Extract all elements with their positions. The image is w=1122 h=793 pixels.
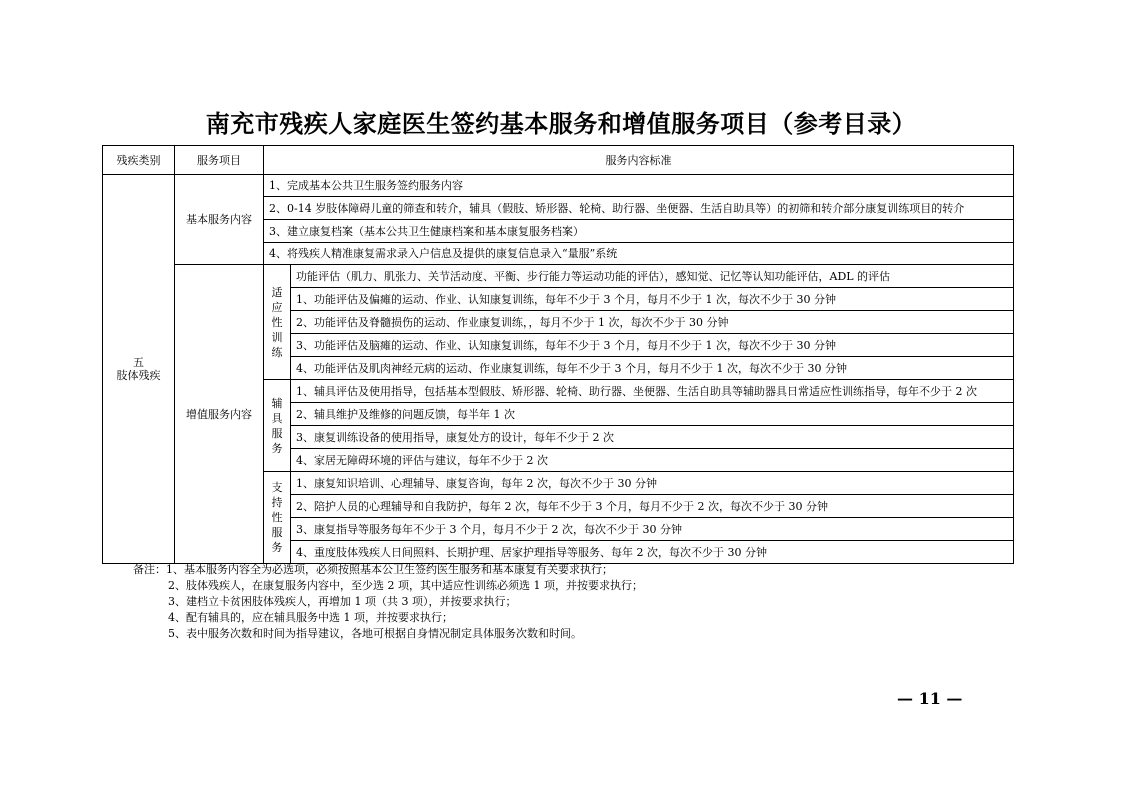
table-header-row — [103, 146, 1014, 175]
aids-label: 辅具服务 — [271, 396, 283, 455]
table-row: 3、康复训练设备的使用指导，康复处方的设计，每年不少于 2 次 — [291, 426, 1014, 449]
table-row: 4、家居无障碍环境的评估与建议，每年不少于 2 次 — [291, 449, 1014, 472]
table-row: 1、辅具评估及使用指导，包括基本型假肢、矫形器、轮椅、助行器、坐便器、生活自助具等辅助器具日常适应性训练指导，每年不少于 2 次 — [291, 380, 1014, 403]
note-item: 5、表中服务次数和时间为指导建议，各地可根据自身情况制定具体服务次数和时间。 — [168, 627, 582, 640]
note-item: 1、基本服务内容全为必选项，必须按照基本公卫生签约医生服务和基本康复有关要求执行； — [166, 563, 613, 576]
page-number: — 11 — — [897, 689, 963, 708]
header-item: 服务项目 — [175, 146, 264, 175]
added-service-label: 增值服务内容 — [175, 265, 264, 564]
table-row: 2、辅具维护及维修的问题反馈，每半年 1 次 — [291, 403, 1014, 426]
basic-service-label: 基本服务内容 — [175, 175, 264, 265]
training-label: 适应性训练 — [271, 285, 283, 359]
training-label-cell — [264, 265, 291, 380]
table-row: 3、功能评估及脑瘫的运动、作业、认知康复训练，每年不少于 3 个月，每月不少于 1 次，每次不少于 30 分钟 — [291, 334, 1014, 357]
table-row: 4、将残疾人精准康复需求录入户信息及提供的康复信息录入“量服”系统 — [264, 243, 1014, 265]
table-row: 2、0-14 岁肢体障碍儿童的筛查和转介，辅具（假肢、矫形器、轮椅、助行器、坐便器、生活自助具等）的初筛和转介部分康复训练项目的转介 — [264, 197, 1014, 220]
table-row: 功能评估（肌力、肌张力、关节活动度、平衡、步行能力等运动功能的评估），感知觉、记忆等认知功能评估，ADL 的评估 — [291, 265, 1014, 288]
table-row: 1、完成基本公共卫生服务签约服务内容 — [264, 175, 1014, 197]
table-row: 2、功能评估及脊髓损伤的运动、作业康复训练，，每月不少于 1 次，每次不少于 30 分钟 — [291, 311, 1014, 334]
table-row: 2、陪护人员的心理辅导和自我防护，每年 2 次，每年不少于 3 个月，每月不少于 2 次，每次不少于 30 分钟 — [291, 495, 1014, 518]
note-item: 4、配有辅具的，应在辅具服务中选 1 项，并按要求执行； — [168, 611, 453, 624]
service-table — [102, 145, 1014, 564]
table-row: 3、建立康复档案（基本公共卫生健康档案和基本康复服务档案） — [264, 220, 1014, 243]
support-label: 支持性服务 — [271, 481, 283, 554]
note-item: 2、肢体残疾人，在康复服务内容中，至少选 2 项，其中适应性训练必须选 1 项，并按要求执行； — [168, 579, 643, 592]
page-title: 南充市残疾人家庭医生签约基本服务和增值服务项目（参考目录） — [205, 110, 917, 138]
header-standard: 服务内容标准 — [264, 146, 1014, 175]
table-row: 3、康复指导等服务每年不少于 3 个月，每月不少于 2 次，每次不少于 30 分钟 — [291, 518, 1014, 541]
aids-label-cell — [264, 380, 291, 472]
category-name: 肢体残疾 — [116, 369, 161, 382]
table-row: 1、功能评估及偏瘫的运动、作业、认知康复训练，每年不少于 3 个月，每月不少于 1 次，每次不少于 30 分钟 — [291, 288, 1014, 311]
notes — [133, 562, 643, 642]
table-row: 1、康复知识培训、心理辅导、康复咨询，每年 2 次，每次不少于 30 分钟 — [291, 472, 1014, 495]
notes-prefix: 备注： — [133, 563, 166, 576]
support-label-cell — [264, 472, 291, 564]
category-cell — [103, 175, 175, 564]
category-number: 五 — [133, 356, 144, 369]
header-category: 残疾类别 — [103, 146, 175, 175]
note-item: 3、建档立卡贫困肢体残疾人，再增加 1 项（共 3 项），并按要求执行； — [168, 595, 517, 608]
table-row: 4、功能评估及肌肉神经元病的运动、作业康复训练，每年不少于 3 个月，每月不少于 1 次，每次不少于 30 分钟 — [291, 357, 1014, 380]
table-row: 4、重度肢体残疾人日间照料、长期护理、居家护理指导等服务、每年 2 次，每次不少于 30 分钟 — [291, 541, 1014, 564]
